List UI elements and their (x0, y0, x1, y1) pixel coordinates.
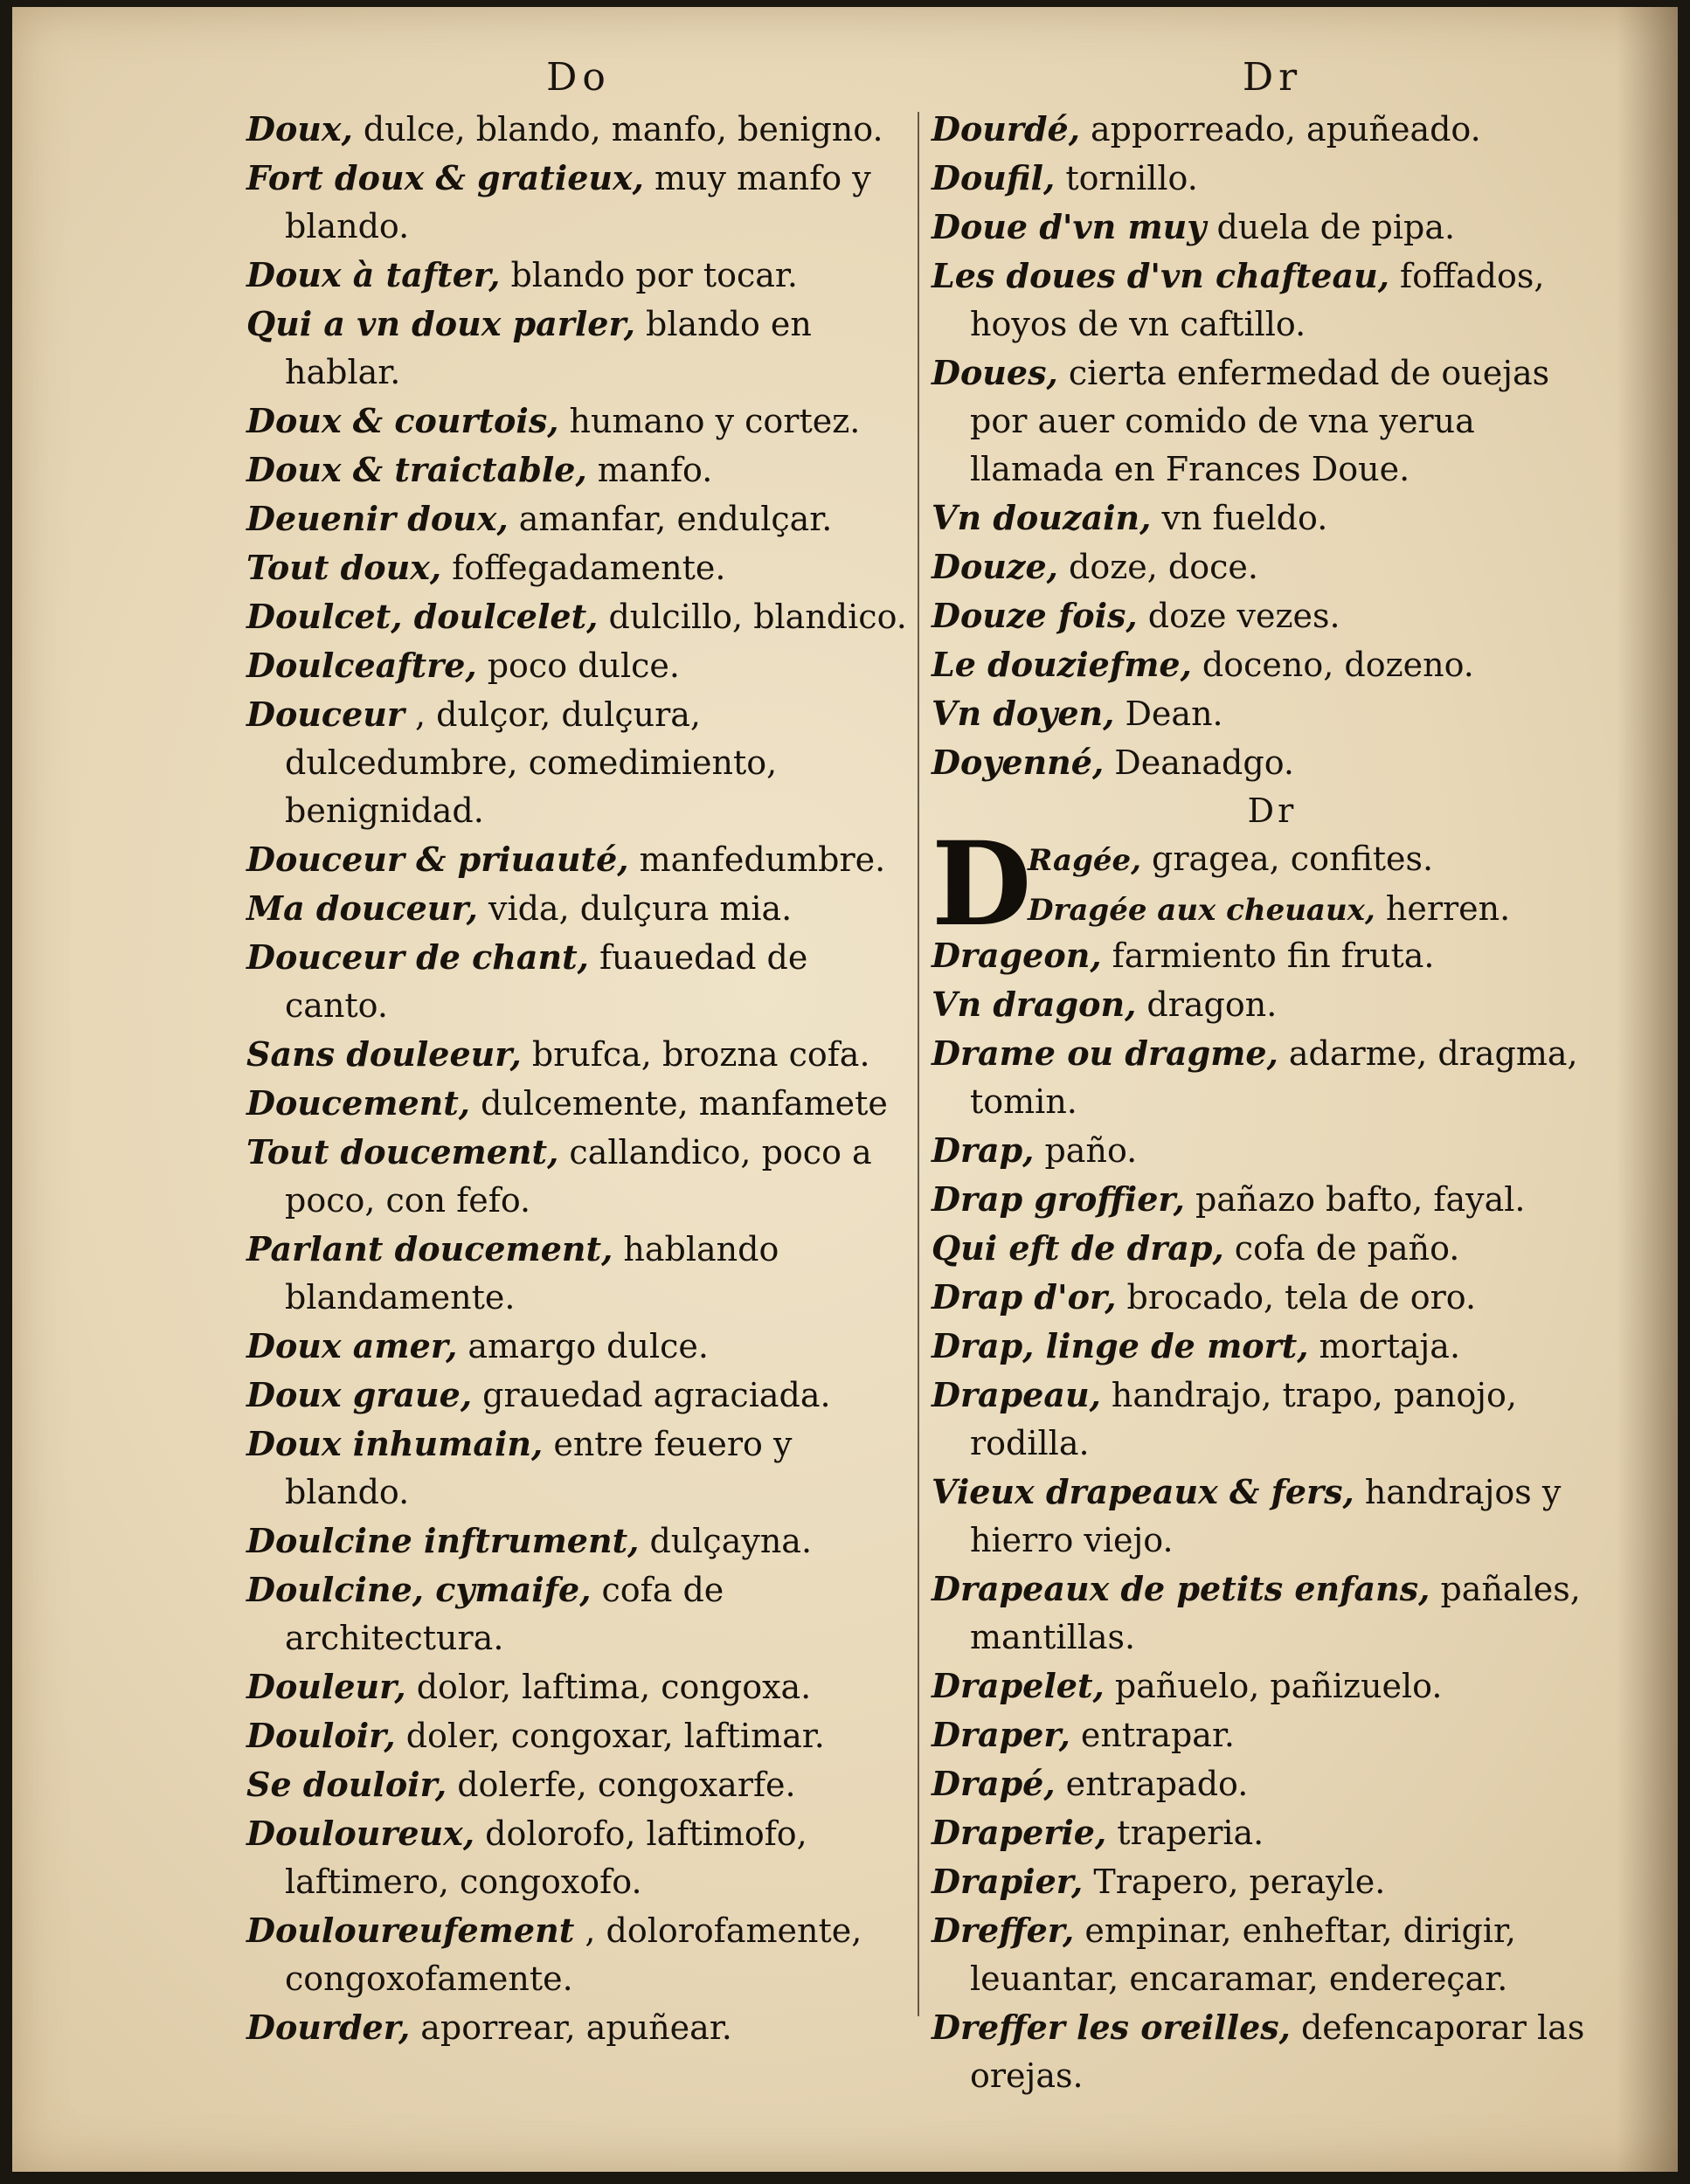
dictionary-entry (932, 1371, 1613, 1468)
entry-headword: Tout doucement, (246, 1132, 559, 1171)
entry-definition: grauedad agraciada. (472, 1376, 831, 1414)
entry-definition: brufca, brozna cofa. (521, 1035, 870, 1074)
dictionary-entry (246, 494, 911, 543)
entry-definition: aporrear, apuñear. (410, 2008, 732, 2047)
entry-headword: Qui a vn doux parler, (246, 304, 635, 343)
entry-headword: Dreffer les oreilles, (932, 2008, 1291, 2047)
entry-definition: manfo. (586, 451, 713, 489)
entry-headword: Drageon, (932, 936, 1102, 975)
dictionary-entry (932, 1711, 1613, 1759)
entry-definition: gragea, confites. (1140, 840, 1434, 878)
entry-headword: Drapelet, (932, 1666, 1105, 1705)
dictionary-entry (932, 252, 1613, 349)
entry-definition: doze vezes. (1137, 597, 1340, 635)
dictionary-entry (932, 543, 1613, 591)
entry-definition: blando en hablar. (285, 305, 812, 391)
dictionary-entry (932, 738, 1613, 787)
right-entry-list-bottom (932, 931, 1613, 2100)
entry-definition: entrapado. (1055, 1765, 1249, 1803)
entry-headword: Douloureufement (246, 1911, 575, 1950)
dictionary-entry (932, 1224, 1613, 1273)
entry-headword: Qui eft de drap, (932, 1228, 1224, 1268)
entry-headword: Doux à tafter, (246, 255, 501, 294)
left-column (246, 51, 911, 2052)
entry-definition: foffegadamente. (441, 549, 726, 587)
entry-definition: muy manfo y blando. (285, 159, 871, 245)
dictionary-entry (932, 1565, 1613, 1662)
dictionary-entry (246, 690, 911, 835)
entry-definition: humano y cortez. (558, 402, 861, 440)
entry-definition: handrajo, trapo, panojo, rodilla. (970, 1376, 1517, 1462)
entry-definition: , dulçor, dulçura, dulcedumbre, comedimiento, benignidad. (285, 695, 778, 830)
dictionary-entry (932, 1906, 1613, 2003)
entry-headword: Douze, (932, 547, 1058, 586)
entry-headword: Dragée aux cheuaux, (1028, 893, 1375, 928)
dictionary-entry (932, 203, 1613, 252)
entry-headword: Dourdé, (932, 109, 1080, 149)
dictionary-entry (932, 1029, 1613, 1126)
entry-definition: Deanadgo. (1104, 743, 1294, 782)
dictionary-entry (246, 1420, 911, 1517)
right-running-head: Dr (1242, 55, 1303, 100)
column-divider (918, 112, 919, 2016)
dictionary-entry (932, 2003, 1613, 2100)
entry-headword: Ragée, (1028, 843, 1141, 878)
initial-entry (932, 817, 1613, 952)
entry-definition: pañales, mantillas. (970, 1570, 1581, 1656)
entry-definition: dragon. (1136, 985, 1278, 1024)
entry-headword: Douceur & priuauté, (246, 840, 629, 879)
entry-definition: dulcillo, blandico. (598, 598, 907, 636)
drop-cap-initial: D (932, 817, 1032, 952)
entry-definition: traperia. (1106, 1814, 1264, 1852)
entry-definition: pañazo bafto, fayal. (1184, 1180, 1526, 1219)
dictionary-entry (246, 1030, 911, 1079)
entry-definition: tornillo. (1055, 159, 1198, 197)
dictionary-entry (246, 641, 911, 690)
dictionary-entry (246, 1371, 911, 1420)
entry-definition: dolor, laftima, congoxa. (405, 1668, 812, 1706)
entry-definition: pañuelo, pañizuelo. (1104, 1667, 1443, 1705)
dictionary-entry (932, 1322, 1613, 1371)
entry-definition: herren. (1375, 889, 1511, 928)
entry-definition: cofa de paño. (1223, 1229, 1460, 1268)
dictionary-entry (246, 1079, 911, 1128)
entry-definition: fuauedad de canto. (285, 938, 808, 1025)
entry-definition: cofa de architectura. (285, 1571, 724, 1657)
dictionary-entry (246, 1760, 911, 1809)
entry-headword: Ma douceur, (246, 888, 478, 928)
dictionary-entry (246, 105, 911, 154)
dictionary-entry (932, 1468, 1613, 1565)
left-entry-list (246, 105, 911, 2052)
entry-definition: doze, doce. (1057, 548, 1258, 586)
initial-entry-line-1 (1028, 835, 1613, 885)
entry-definition: handrajos y hierro viejo. (970, 1473, 1562, 1559)
dictionary-entry (932, 1662, 1613, 1711)
entry-headword: Douloir, (246, 1716, 396, 1755)
entry-headword: Douloureux, (246, 1814, 475, 1853)
dictionary-entry (246, 835, 911, 884)
entry-definition: , dolorofamente, congoxofamente. (285, 1911, 862, 1998)
dictionary-entry (932, 154, 1613, 203)
dictionary-entry (246, 1128, 911, 1225)
entry-definition: Dean. (1114, 695, 1223, 733)
entry-headword: Deuenir doux, (246, 499, 509, 538)
dictionary-entry (932, 1126, 1613, 1175)
entry-headword: Doux inhumain, (246, 1424, 544, 1463)
entry-definition: dulcemente, manfamete (470, 1084, 888, 1123)
entry-definition: dolorofo, laftimofo, laftimero, congoxofo. (285, 1814, 807, 1901)
entry-headword: Drame ou dragme, (932, 1033, 1278, 1073)
entry-definition: doler, congoxar, laftimar. (395, 1717, 825, 1755)
entry-headword: Fort doux & gratieux, (246, 158, 644, 197)
initial-entry-line-2 (1028, 885, 1613, 935)
dictionary-entry (932, 1175, 1613, 1224)
entry-definition: brocado, tela de oro. (1116, 1278, 1477, 1317)
entry-definition: paño. (1034, 1131, 1138, 1170)
entry-definition: duela de pipa. (1206, 208, 1456, 246)
entry-headword: Tout doux, (246, 548, 442, 587)
entry-headword: Draperie, (932, 1813, 1107, 1852)
entry-definition: amanfar, endulçar. (508, 500, 833, 538)
entry-headword: Doulcine, cymaife, (246, 1570, 592, 1609)
dictionary-entry (932, 1857, 1613, 1906)
dictionary-entry (246, 933, 911, 1030)
entry-headword: Drapeaux de petits enfans, (932, 1569, 1430, 1608)
entry-headword: Drap, (932, 1130, 1035, 1170)
entry-headword: Doux amer, (246, 1326, 458, 1365)
entry-headword: Drap, linge de mort, (932, 1326, 1309, 1365)
dictionary-entry (246, 1517, 911, 1565)
entry-headword: Doues, (932, 353, 1058, 392)
entry-headword: Drap groffier, (932, 1179, 1185, 1219)
entry-headword: Doux, (246, 109, 353, 149)
dictionary-entry (246, 1322, 911, 1371)
dictionary-entry (932, 640, 1613, 689)
entry-headword: Vn doyen, (932, 694, 1115, 733)
dictionary-entry (246, 2003, 911, 2052)
entry-definition: apporreado, apuñeado. (1079, 110, 1481, 149)
entry-definition: foffados, hoyos de vn caftillo. (970, 257, 1545, 343)
dictionary-entry (246, 446, 911, 494)
section-header: Dr (1247, 791, 1298, 830)
dictionary-entry (246, 884, 911, 933)
entry-headword: Doux & traictable, (246, 450, 587, 489)
dictionary-entry (932, 105, 1613, 154)
entry-definition: Trapero, perayle. (1083, 1863, 1386, 1901)
entry-headword: Douceur (246, 695, 405, 734)
dictionary-entry (932, 980, 1613, 1029)
entry-headword: Douze fois, (932, 596, 1138, 635)
entry-headword: Doue d'vn muy (932, 207, 1207, 246)
entry-headword: Doulcet, doulcelet, (246, 597, 599, 636)
left-running-head: Do (546, 55, 611, 100)
entry-headword: Parlant doucement, (246, 1229, 613, 1268)
right-entry-list-top (932, 105, 1613, 787)
dictionary-entry (246, 251, 911, 300)
entry-headword: Vn douzain, (932, 498, 1152, 537)
dictionary-entry (932, 931, 1613, 980)
entry-definition: amargo dulce. (457, 1327, 709, 1365)
dictionary-entry (246, 1565, 911, 1662)
entry-definition: callandico, poco a poco, con fefo. (285, 1133, 872, 1220)
entry-definition: vn fueldo. (1151, 499, 1328, 537)
dictionary-entry (932, 591, 1613, 640)
entry-headword: Se douloir, (246, 1765, 447, 1804)
entry-headword: Drapeau, (932, 1375, 1101, 1414)
dictionary-entry (246, 397, 911, 446)
entry-definition: entre feuero y blando. (285, 1425, 793, 1511)
entry-definition: farmiento fin fruta. (1101, 936, 1435, 975)
entry-headword: Doyenné, (932, 743, 1105, 782)
entry-headword: Vieux drapeaux & fers, (932, 1472, 1354, 1511)
entry-definition: entrapar. (1070, 1716, 1236, 1754)
entry-headword: Dourder, (246, 2008, 411, 2047)
entry-headword: Draper, (932, 1715, 1070, 1754)
entry-definition: defencaporar las orejas. (970, 2008, 1585, 2095)
entry-definition: mortaja. (1308, 1327, 1461, 1365)
entry-definition: hablando blandamente. (285, 1230, 779, 1317)
entry-headword: Doux graue, (246, 1375, 473, 1414)
entry-definition: empinar, enheftar, dirigir, leuantar, encaramar, endereçar. (970, 1911, 1517, 1998)
entry-headword: Vn dragon, (932, 985, 1137, 1024)
dictionary-entry (932, 494, 1613, 543)
entry-definition: cierta enfermedad de ouejas por auer comido de vna yerua llamada en Frances Doue. (970, 354, 1550, 488)
entry-definition: vida, dulçura mia. (477, 889, 793, 928)
dictionary-entry (932, 689, 1613, 738)
entry-headword: Drap d'or, (932, 1277, 1117, 1317)
entry-headword: Doucement, (246, 1083, 471, 1123)
entry-headword: Doulceaftre, (246, 646, 477, 685)
entry-definition: poco dulce. (476, 646, 680, 685)
entry-headword: Douleur, (246, 1667, 406, 1706)
dictionary-entry (246, 1711, 911, 1760)
entry-definition: blando por tocar. (500, 256, 798, 294)
dictionary-entry (932, 1808, 1613, 1857)
dictionary-entry (246, 1906, 911, 2003)
dictionary-entry (932, 1273, 1613, 1322)
entry-definition: dulce, blando, manfo, benigno. (352, 110, 883, 149)
dictionary-entry (932, 349, 1613, 494)
entry-headword: Doulcine inftrument, (246, 1521, 640, 1560)
entry-headword: Doufil, (932, 158, 1056, 197)
entry-headword: Doux & courtois, (246, 401, 559, 440)
dictionary-entry (246, 592, 911, 641)
entry-headword: Dreffer, (932, 1911, 1075, 1950)
entry-headword: Sans douleeur, (246, 1034, 522, 1074)
entry-headword: Drapier, (932, 1862, 1084, 1901)
entry-definition: manfedumbre. (628, 840, 886, 879)
dictionary-entry (246, 1225, 911, 1322)
entry-definition: dolerfe, congoxarfe. (447, 1766, 796, 1804)
dictionary-page (12, 7, 1678, 2172)
dictionary-entry (246, 300, 911, 397)
entry-headword: Douceur de chant, (246, 937, 589, 977)
entry-headword: Drapé, (932, 1764, 1056, 1803)
right-column (932, 51, 1613, 2100)
entry-definition: dulçayna. (639, 1522, 813, 1560)
dictionary-entry (246, 1809, 911, 1906)
dictionary-entry (246, 1662, 911, 1711)
entry-definition: adarme, dragma, tomin. (970, 1034, 1578, 1121)
entry-headword: Le douziefme, (932, 645, 1192, 684)
entry-definition: doceno, dozeno. (1191, 646, 1474, 684)
entry-headword: Les doues d'vn chafteau, (932, 256, 1389, 295)
dictionary-entry (246, 154, 911, 251)
dictionary-entry (246, 543, 911, 592)
dictionary-entry (932, 1759, 1613, 1808)
